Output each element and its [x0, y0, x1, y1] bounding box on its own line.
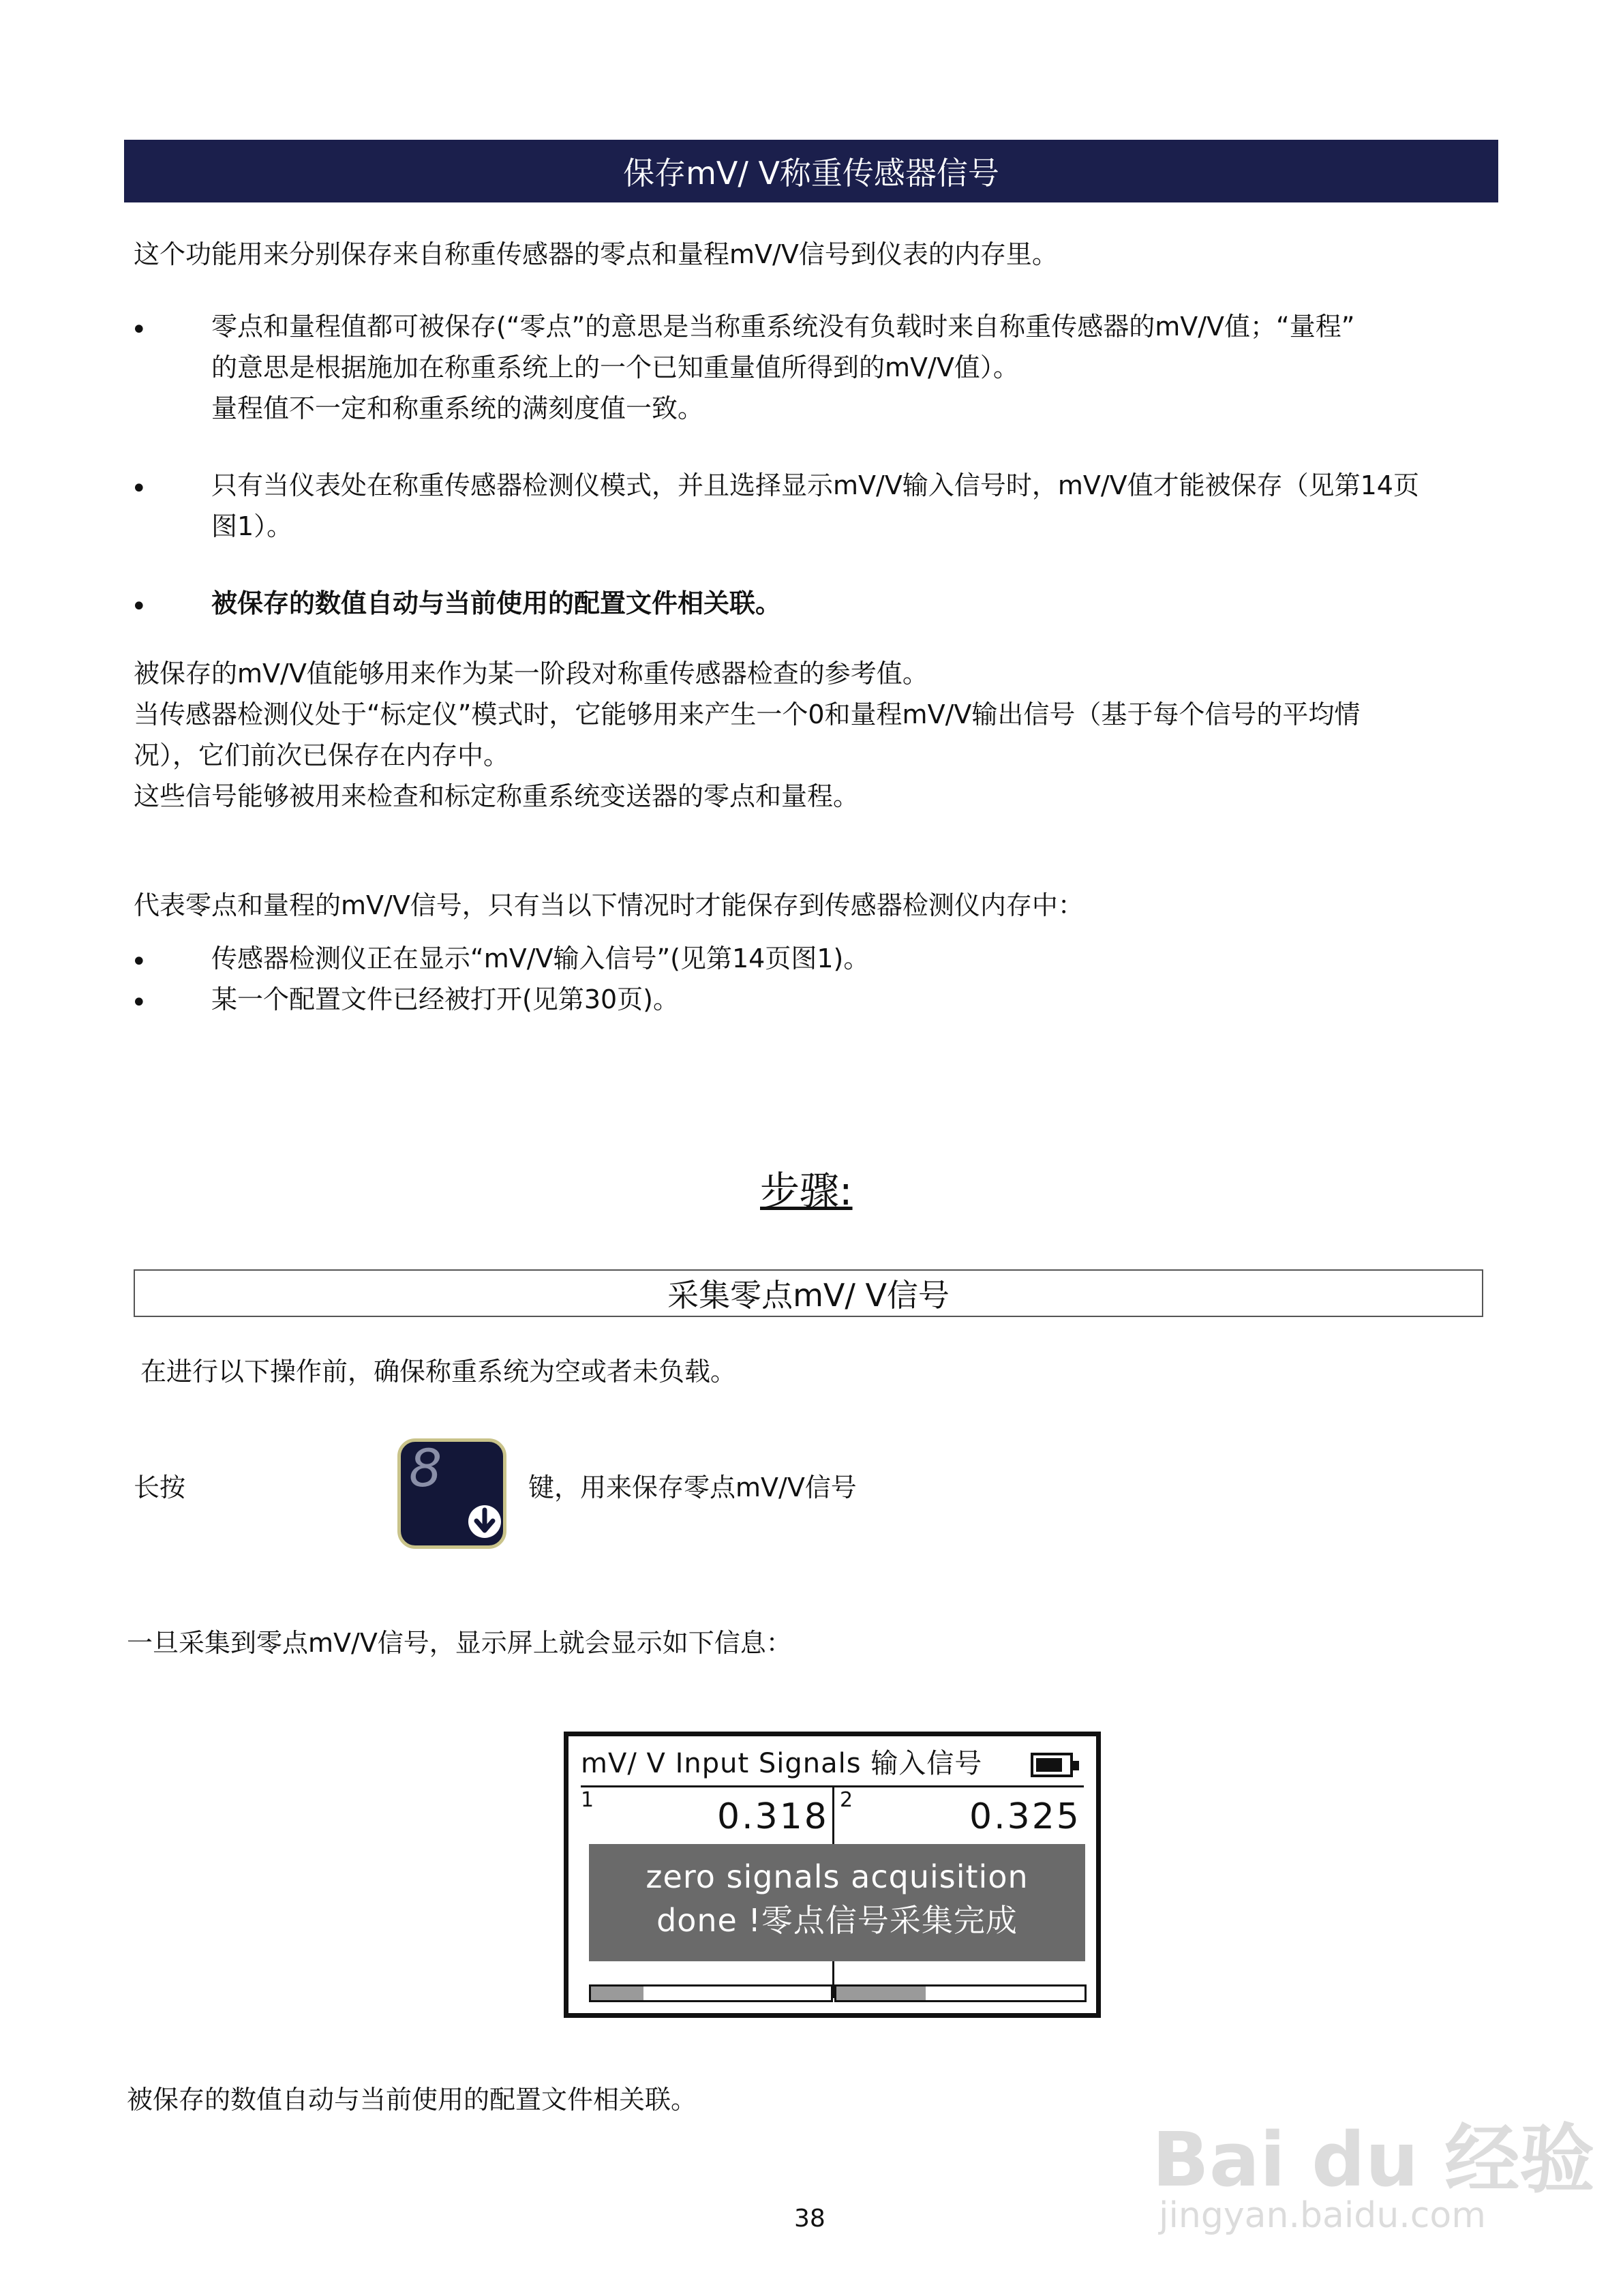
press-label: 长按	[134, 1472, 186, 1502]
para2-line-3: 况），它们前次已保存在内存中。	[134, 740, 510, 770]
step-box	[134, 1269, 1483, 1317]
step-box-title: 采集零点mV/ V信号	[667, 1277, 950, 1314]
bullet-3-line-1: 被保存的数值自动与当前使用的配置文件相关联。	[211, 588, 782, 618]
lcd-message	[589, 1844, 1085, 1961]
para2-line-2: 当传感器检测仪处于“标定仪”模式时，它能够用来产生一个0和量程mV/V输出信号（基于每个信号的平均情	[134, 699, 1361, 729]
channel-1-label: 1	[581, 1788, 594, 1812]
battery-icon	[1031, 1753, 1073, 1777]
lcd-message-line-2: done !零点信号采集完成	[656, 1902, 1018, 1939]
page-number: 38	[794, 2205, 825, 2233]
press-after: 键，用来保存零点mV/V信号	[528, 1472, 857, 1502]
condition-1: 传感器检测仪正在显示“mV/V输入信号”(见第14页图1)。	[211, 943, 870, 973]
lcd-header: mV/ V Input Signals 输入信号	[581, 1748, 983, 1779]
bullet-dot: •	[131, 946, 147, 978]
bullet-dot: •	[131, 591, 147, 622]
bullet-1-line-2: 的意思是根据施加在称重系统上的一个已知重量值所得到的mV/V值）。	[211, 352, 1019, 382]
lcd-display	[564, 1732, 1101, 2018]
bullet-dot: •	[131, 473, 147, 504]
section-title-bar	[124, 140, 1498, 202]
channel-2-value: 0.325	[969, 1796, 1081, 1837]
after-capture: 一旦采集到零点mV/V信号，显示屏上就会显示如下信息：	[127, 1628, 792, 1658]
channel-2-bar-fill	[836, 1987, 926, 2000]
steps-heading: 步骤:	[760, 1168, 853, 1214]
bullet-dot: •	[131, 314, 147, 346]
bullet-2-line-1: 只有当仪表处在称重传感器检测仪模式，并且选择显示mV/V输入信号时，mV/V值才能被保存（见第14页	[211, 470, 1419, 500]
channel-1-bar-fill	[591, 1987, 643, 2000]
para2-line-1: 被保存的mV/V值能够用来作为某一阶段对称重传感器检查的参考值。	[134, 659, 928, 689]
watermark-url: jingyan.baidu.com	[1159, 2195, 1486, 2236]
intro-paragraph: 这个功能用来分别保存来自称重传感器的零点和量程mV/V信号到仪表的内存里。	[134, 239, 1058, 269]
channel-2-bar	[834, 1984, 1087, 2002]
bullet-1-line-1: 零点和量程值都可被保存(“零点”的意思是当称重系统没有负载时来自称重传感器的mV/V值；“量程”	[211, 312, 1355, 342]
channel-1-value: 0.318	[717, 1796, 829, 1837]
section-title: 保存mV/ V称重传感器信号	[623, 155, 999, 192]
para2-line-4: 这些信号能够被用来检查和标定称重系统变送器的零点和量程。	[134, 781, 860, 811]
zero-key-button[interactable]	[397, 1438, 506, 1549]
footer-note: 被保存的数值自动与当前使用的配置文件相关联。	[127, 2085, 697, 2115]
bullet-2-line-2: 图1）。	[211, 511, 293, 541]
watermark-brand: Bai du 经验	[1152, 2116, 1595, 2203]
channel-2-label: 2	[840, 1788, 853, 1812]
condition-2: 某一个配置文件已经被打开(见第30页)。	[211, 984, 680, 1014]
down-arrow-icon	[466, 1502, 503, 1541]
key-digit: 8	[409, 1438, 442, 1498]
bullet-1-line-3: 量程值不一定和称重系统的满刻度值一致。	[211, 393, 704, 423]
bullet-dot: •	[131, 987, 147, 1018]
lcd-message-line-1: zero signals acquisition	[646, 1858, 1029, 1895]
step-note: 在进行以下操作前，确保称重系统为空或者未负载。	[140, 1357, 737, 1387]
channel-1-bar	[589, 1984, 833, 2002]
para3: 代表零点和量程的mV/V信号，只有当以下情况时才能保存到传感器检测仪内存中：	[134, 890, 1084, 920]
